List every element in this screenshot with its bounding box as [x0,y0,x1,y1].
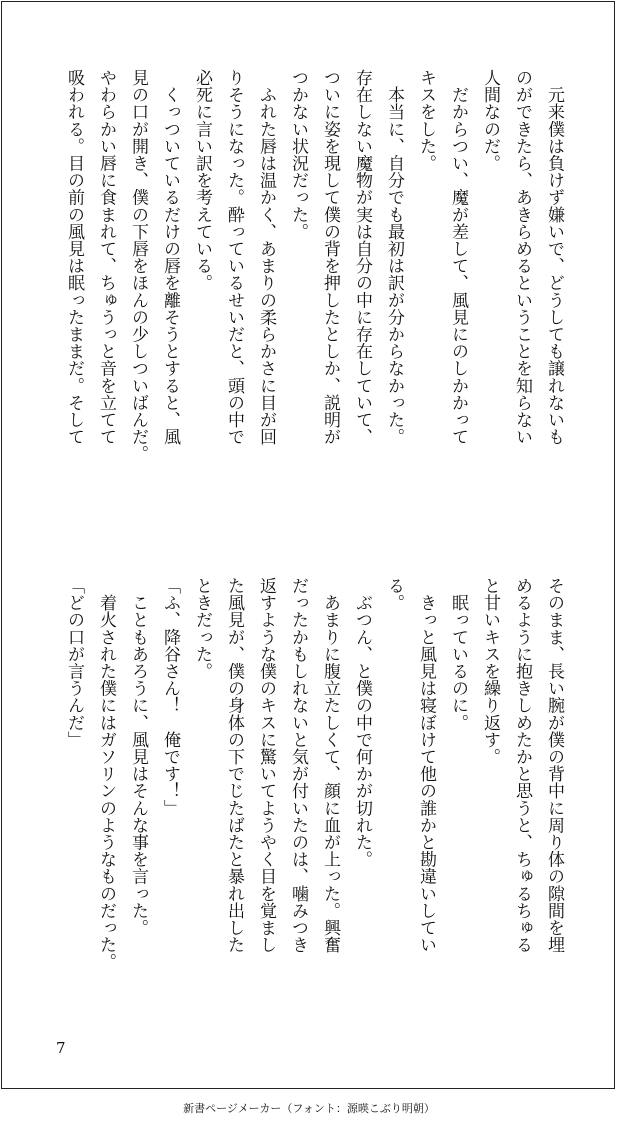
text-line: 本当に、自分でも最初は訳が分からなかった。 [384,69,404,446]
text-line: た風見が、僕の身体の下でじたばたと暴れ出した [224,577,244,954]
text-line: 存在しない魔物が実は自分の中に存在していて、 [352,69,372,446]
text-line: 人間なのだ。 [480,69,500,172]
text-line: だからつい、魔が差して、風見にのしかかって [448,69,468,446]
footer-credit: 新書ページメーカー（フォント：源暎こぶり明朝） [183,1102,435,1115]
book-page [1,1,615,1089]
text-line: きっと風見は寝ぼけて他の誰かと勘違いしてい [416,577,436,954]
text-line: 返すような僕のキスに驚いてようやく目を覚まし [256,577,276,954]
text-line: 「ふ、降谷さん！ 俺です！」 [160,577,180,817]
text-line: 元来僕は負けず嫌いで、どうしても譲れないも [544,69,564,446]
text-line: ふれた唇は温かく、あまりの柔らかさに目が回 [256,69,276,446]
text-line: 「どの口が言うんだ」 [64,577,84,748]
text-line: やわらかい唇に食まれて、ちゅうっと音を立てて [96,69,116,446]
text-line: こともあろうに、風見はそんな事を言った。 [128,577,148,937]
text-line: 吸われる。目の前の風見は眠ったままだ。そして [64,69,84,446]
text-line: めるように抱きしめたかと思うと、ちゅるちゅる [512,577,532,954]
text-line: る。 [384,577,404,612]
text-line: ついに姿を現して僕の背を押したとしか、説明が [320,69,340,446]
text-line: ときだった。 [192,577,212,680]
text-line: のができたら、あきらめるということを知らない [512,69,532,446]
text-line: りそうになった。酔っているせいだと、頭の中で [224,69,244,446]
text-line: つかない状況だった。 [288,69,308,240]
text-line: 見の口が開き、僕の下唇をほんの少しついばんだ。 [128,69,148,463]
text-line: あまりに腹立たしくて、顔に血が上った。興奮 [320,577,340,954]
text-line: くっついているだけの唇を離そうとすると、風 [160,69,180,446]
text-line: だったかもしれないと気が付いたのは、噛みつき [288,577,308,954]
text-block-top [44,69,570,524]
text-line: 着火された僕にはガソリンのようなものだった。 [96,577,116,971]
page-number: 7 [56,1039,66,1057]
text-line: 必死に言い訳を考えている。 [192,69,212,292]
text-line: と甘いキスを繰り返す。 [480,577,500,766]
text-line: キスをした。 [416,69,436,172]
text-line: そのまま、長い腕が僕の背中に周り体の隙間を埋 [544,577,564,954]
text-line: ぶつん、と僕の中で何かが切れた。 [352,577,372,868]
text-block-bottom [44,577,570,1017]
text-line: 眠っているのに。 [448,577,468,731]
